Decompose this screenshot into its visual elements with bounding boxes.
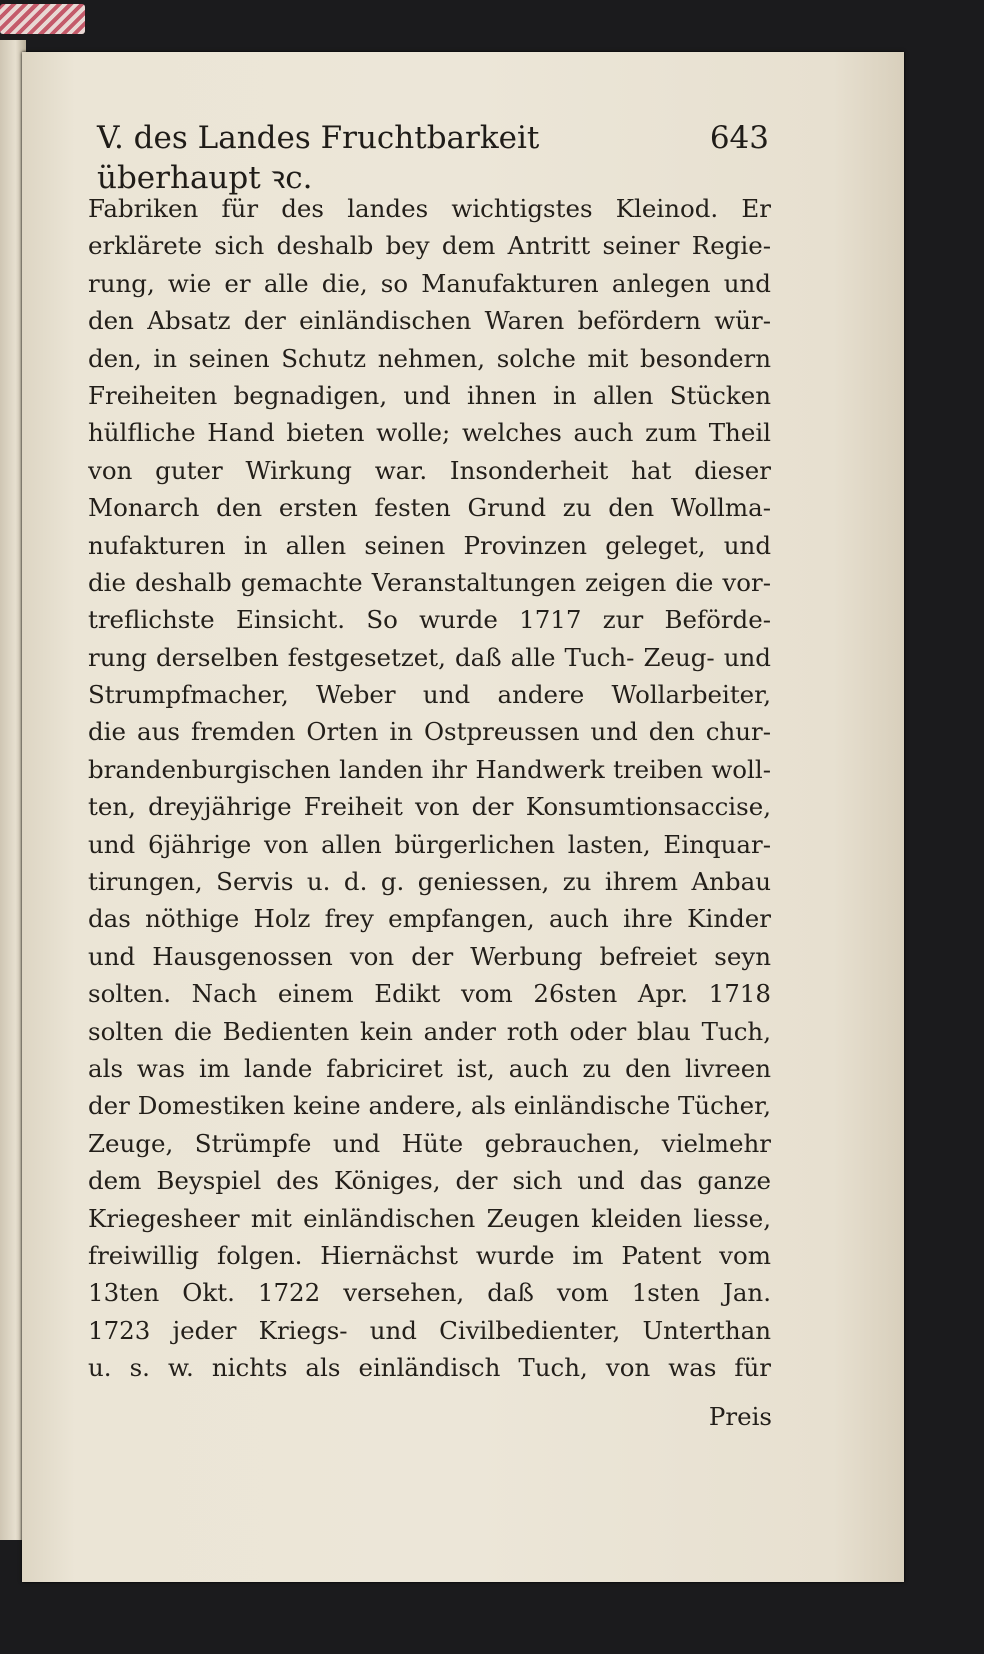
text-line: Zeuge, Strümpfe und Hüte gebrauchen, vielmehr — [88, 1128, 771, 1158]
page-number: 643 — [709, 120, 769, 156]
text-line: den, in seinen Schutz nehmen, solche mit besondern — [88, 343, 771, 373]
text-line: tirungen, Servis u. d. g. geniessen, zu ihrem Anbau — [88, 867, 771, 897]
bookmark-ribbon — [0, 4, 85, 34]
text-line: rung derselben festgesetzet, daß alle Tuch- Zeug- und — [88, 642, 771, 672]
text-line: solten. Nach einem Edikt vom 26sten Apr. 1718 — [88, 979, 771, 1009]
running-title: V. des Landes Fruchtbarkeit überhaupt ꝛc. — [97, 120, 540, 196]
text-line: und Hausgenossen von der Werbung befreiet seyn — [88, 941, 771, 971]
text-line: Monarch den ersten festen Grund zu den Wollma- — [88, 493, 771, 523]
text-line: erklärete sich deshalb bey dem Antritt seiner Regie- — [88, 231, 771, 261]
text-line: rung, wie er alle die, so Manufakturen anlegen und — [88, 268, 771, 298]
text-line: von guter Wirkung war. Insonderheit hat dieser — [88, 455, 771, 485]
text-line: der Domestiken keine andere, als einländische Tücher, — [88, 1091, 771, 1121]
text-line: solten die Bedienten kein ander roth oder blau Tuch, — [88, 1016, 771, 1046]
text-line: Kriegesheer mit einländischen Zeugen kleiden liesse, — [88, 1203, 771, 1233]
text-line: 1723 jeder Kriegs- und Civilbedienter, Unterthan — [88, 1315, 771, 1345]
page-body-text — [88, 190, 771, 1387]
text-line: nufakturen in allen seinen Provinzen geleget, und — [88, 530, 771, 560]
text-line: das nöthige Holz frey empfangen, auch ihre Kinder — [88, 904, 771, 934]
text-line: Freiheiten begnadigen, und ihnen in allen Stücken — [88, 380, 771, 410]
text-line: als was im lande fabriciret ist, auch zu den livreen — [88, 1053, 771, 1083]
text-line: die deshalb gemachte Veranstaltungen zeigen die vor- — [88, 567, 771, 597]
text-line: die aus fremden Orten in Ostpreussen und den chur- — [88, 717, 771, 747]
text-line: den Absatz der einländischen Waren befördern wür- — [88, 306, 771, 336]
text-line: Fabriken für des landes wichtigstes Kleinod. Er — [88, 194, 771, 223]
text-line: treflichste Einsicht. So wurde 1717 zur Beförde- — [88, 605, 771, 635]
text-line: hülfliche Hand bieten wolle; welches auch zum Theil — [88, 418, 771, 448]
catchword: Preis — [708, 1402, 772, 1431]
text-line: dem Beyspiel des Königes, der sich und das ganze — [88, 1166, 771, 1196]
text-line: u. s. w. nichts als einländisch Tuch, von was für — [88, 1353, 771, 1383]
text-line: brandenburgischen landen ihr Handwerk treiben woll- — [88, 754, 771, 784]
text-line: 13ten Okt. 1722 versehen, daß vom 1sten Jan. — [88, 1278, 771, 1308]
text-line: und 6jährige von allen bürgerlichen lasten, Einquar- — [88, 829, 771, 859]
text-line: Strumpfmacher, Weber und andere Wollarbeiter, — [88, 680, 771, 710]
running-header — [97, 120, 769, 198]
text-line: freiwillig folgen. Hiernächst wurde im Patent vom — [88, 1240, 771, 1270]
text-line: ten, dreyjährige Freiheit von der Konsumtionsaccise, — [88, 792, 771, 822]
